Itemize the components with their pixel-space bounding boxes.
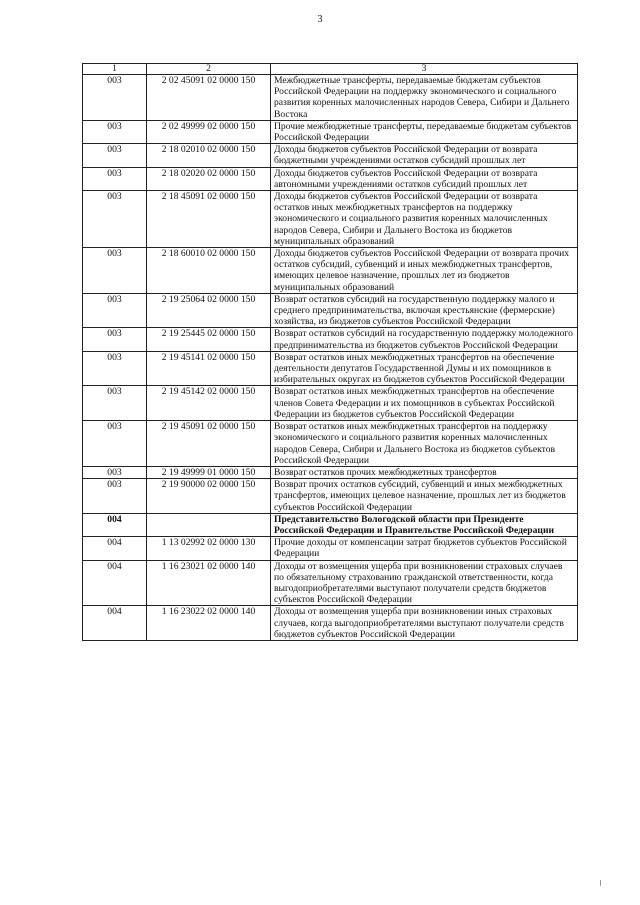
budget-code-cell: 2 19 45141 02 0000 150 [147,351,271,386]
description-cell: Представительство Вологодской области при Президенте Российской Федерации и Правительстве Российской Федерации [271,513,578,536]
description-cell: Возврат остатков субсидий на государственную поддержку малого и среднего предпринимательства, включая крестьянские (фермерские) хозяйства, из бюджетов субъектов Российской Федерации [271,293,578,328]
budget-code-cell: 1 13 02992 02 0000 130 [147,537,271,560]
table-row [83,351,578,386]
description-cell: Доходы бюджетов субъектов Российской Федерации от возврата бюджетными учреждениями остатков субсидий прошлых лет [271,144,578,167]
description-cell: Возврат остатков субсидий на государственную поддержку молодежного предпринимательства из бюджетов субъектов Российской Федерации [271,328,578,351]
table-row [83,144,578,167]
budget-code-cell: 2 18 02020 02 0000 150 [147,167,271,190]
table-body [83,75,578,641]
scan-mark [600,880,601,886]
table-row [83,120,578,143]
section-header-row [83,513,578,536]
column-header-1: 1 [83,64,147,75]
admin-code-cell: 003 [83,386,147,421]
column-header-2: 2 [147,64,271,75]
table-row [83,560,578,606]
admin-code-cell: 003 [83,248,147,294]
description-cell: Доходы от возмещения ущерба при возникновении иных страховых случаев, когда выгодоприобретателями выступают получатели средств бюджетов субъектов Российской Федерации [271,606,578,641]
column-header-3: 3 [271,64,578,75]
description-cell: Возврат прочих остатков субсидий, субвенций и иных межбюджетных трансфертов, имеющих целевое назначение, прошлых лет из бюджетов субъектов Российской Федерации [271,479,578,514]
description-cell: Межбюджетные трансферты, передаваемые бюджетам субъектов Российской Федерации на поддержку экономического и социального развития коренных малочисленных народов Севера, Сибири и Дальнего Востока [271,75,578,121]
budget-code-cell: 2 19 49999 01 0000 150 [147,466,271,478]
admin-code-cell: 003 [83,75,147,121]
admin-code-cell: 004 [83,513,147,536]
table-row [83,75,578,121]
admin-code-cell: 003 [83,120,147,143]
budget-code-cell: 2 19 45142 02 0000 150 [147,386,271,421]
table-row [83,537,578,560]
description-cell: Прочие межбюджетные трансферты, передаваемые бюджетам субъектов Российской Федерации [271,120,578,143]
table-row [83,606,578,641]
admin-code-cell: 003 [83,466,147,478]
admin-code-cell: 003 [83,351,147,386]
budget-code-cell: 2 19 45091 02 0000 150 [147,421,271,467]
admin-code-cell: 003 [83,479,147,514]
budget-code-cell: 2 02 45091 02 0000 150 [147,75,271,121]
admin-code-cell: 003 [83,293,147,328]
table-row [83,248,578,294]
admin-code-cell: 003 [83,167,147,190]
admin-code-cell: 004 [83,537,147,560]
description-cell: Возврат остатков иных межбюджетных трансфертов на обеспечение деятельности депутатов Государственной Думы и их помощников в избирательных округах из бюджетов субъектов Российской Федерации [271,351,578,386]
table-row [83,386,578,421]
admin-code-cell: 003 [83,421,147,467]
admin-code-cell: 004 [83,560,147,606]
budget-code-cell: 2 19 25064 02 0000 150 [147,293,271,328]
description-cell: Прочие доходы от компенсации затрат бюджетов субъектов Российской Федерации [271,537,578,560]
description-cell: Доходы бюджетов субъектов Российской Федерации от возврата автономными учреждениями остатков субсидий прошлых лет [271,167,578,190]
description-cell: Доходы бюджетов субъектов Российской Федерации от возврата прочих остатков субсидий, субвенций и иных межбюджетных трансфертов, имеющих целевое назначение, прошлых лет из бюджетов муниципальных образований [271,248,578,294]
table-row [83,167,578,190]
admin-code-cell: 003 [83,191,147,248]
description-cell: Возврат остатков прочих межбюджетных трансфертов [271,466,578,478]
table-row [83,479,578,514]
admin-code-cell: 003 [83,328,147,351]
description-cell: Доходы бюджетов субъектов Российской Федерации от возврата остатков иных межбюджетных трансфертов на поддержку экономического и социального развития коренных малочисленных народов Севера, Сибири и Дальнего Востока из бюджетов муниципальных образований [271,191,578,248]
table-row [83,293,578,328]
table-row [83,466,578,478]
page-number: 3 [317,14,323,25]
budget-code-cell: 1 16 23021 02 0000 140 [147,560,271,606]
table-row [83,191,578,248]
admin-code-cell: 003 [83,144,147,167]
admin-code-cell: 004 [83,606,147,641]
table-header [83,64,578,75]
description-cell: Возврат остатков иных межбюджетных трансфертов на обеспечение членов Совета Федерации и их помощников в субъектах Российской Федерации из бюджетов субъектов Российской Федерации [271,386,578,421]
budget-code-cell [147,513,271,536]
budget-classification-table [82,63,578,641]
table-row [83,328,578,351]
budget-code-cell: 2 19 25445 02 0000 150 [147,328,271,351]
description-cell: Доходы от возмещения ущерба при возникновении страховых случаев по обязательному страхованию гражданской ответственности, когда выгодоприобретателями выступают получатели средств бюджетов субъектов Российской Федерации [271,560,578,606]
budget-code-cell: 2 19 90000 02 0000 150 [147,479,271,514]
budget-code-cell: 2 02 49999 02 0000 150 [147,120,271,143]
header-row [83,64,578,75]
description-cell: Возврат остатков иных межбюджетных трансфертов на поддержку экономического и социального развития коренных малочисленных народов Севера, Сибири и Дальнего Востока из бюджетов субъектов Российской Федерации [271,421,578,467]
budget-code-cell: 2 18 45091 02 0000 150 [147,191,271,248]
budget-code-cell: 1 16 23022 02 0000 140 [147,606,271,641]
table-row [83,421,578,467]
budget-code-cell: 2 18 02010 02 0000 150 [147,144,271,167]
budget-code-cell: 2 18 60010 02 0000 150 [147,248,271,294]
